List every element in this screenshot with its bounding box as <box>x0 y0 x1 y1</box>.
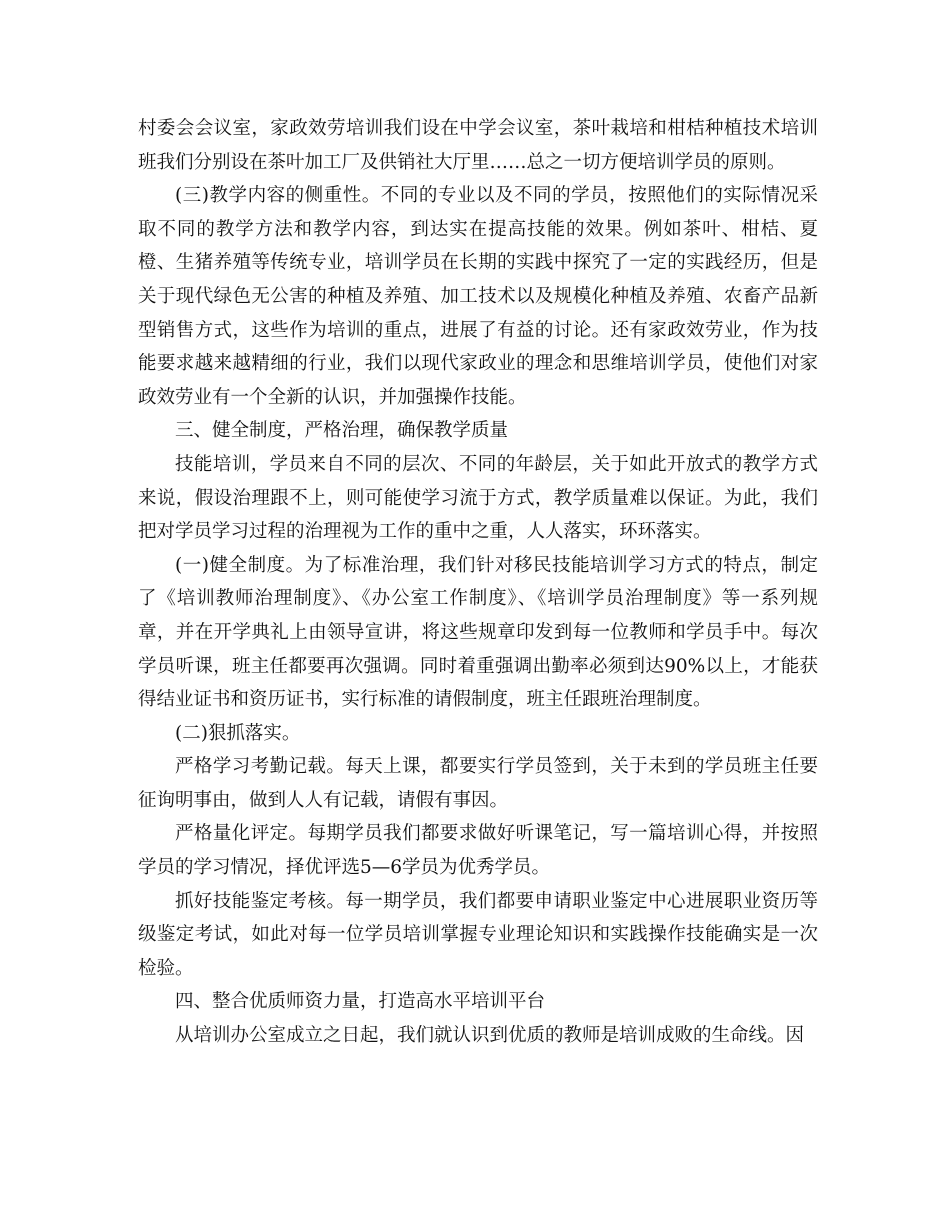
paragraph: 抓好技能鉴定考核。每一期学员，我们都要申请职业鉴定中心进展职业资历等级鉴定考试，如此对每一位学员培训掌握专业理论知识和实践操作技能确实是一次检验。 <box>138 890 818 979</box>
paragraph: 村委会会议室，家政效劳培训我们设在中学会议室，茶叶栽培和柑桔种植技术培训班我们分别设在茶叶加工厂及供销社大厅里……总之一切方便培训学员的原则。 <box>138 118 818 173</box>
paragraph: 严格量化评定。每期学员我们都要求做好听课笔记，写一篇培训心得，并按照学员的学习情况，择优评选5—6学员为优秀学员。 <box>138 823 818 879</box>
document-body <box>138 112 818 1053</box>
paragraph: 从培训办公室成立之日起，我们就认识到优质的教师是培训成败的生命线。因 <box>175 1025 805 1047</box>
subsection-heading: (二)狠抓落实。 <box>175 722 301 744</box>
paragraph: (三)教学内容的侧重性。不同的专业以及不同的学员，按照他们的实际情况采取不同的教学方法和教学内容，到达实在提高技能的效果。例如茶叶、柑桔、夏橙、生猪养殖等传统专业，培训学员在长期的实践中探究了一定的实践经历，但是关于现代绿色无公害的种植及养殖、加工技术以及规模化种植及养殖、农畜产品新型销售方式，这些作为培训的重点，进展了有益的讨论。还有家政效劳业，作为技能要求越来越精细的行业，我们以现代家政业的理念和思维培训学员，使他们对家政效劳业有一个全新的认识，并加强操作技能。 <box>138 185 818 408</box>
paragraph: (一)健全制度。为了标准治理，我们针对移民技能培训学习方式的特点，制定了《培训教师治理制度》、《办公室工作制度》、《培训学员治理制度》等一系列规章，并在开学典礼上由领导宣讲，将这些规章印发到每一位教师和学员手中。每次学员听课，班主任都要再次强调。同时着重强调出勤率必须到达90%以上，才能获得结业证书和资历证书，实行标准的请假制度，班主任跟班治理制度。 <box>138 554 818 711</box>
paragraph: 技能培训，学员来自不同的层次、不同的年龄层，关于如此开放式的教学方式来说，假设治理跟不上，则可能使学习流于方式，教学质量难以保证。为此，我们把对学员学习过程的治理视为工作的重中之重，人人落实，环环落实。 <box>138 453 818 543</box>
section-heading: 四、整合优质师资力量，打造高水平培训平台 <box>175 991 546 1013</box>
section-heading: 三、健全制度，严格治理，确保教学质量 <box>175 420 509 442</box>
paragraph: 严格学习考勤记载。每天上课，都要实行学员签到，关于未到的学员班主任要征询明事由，做到人人有记载，请假有事因。 <box>138 756 818 811</box>
